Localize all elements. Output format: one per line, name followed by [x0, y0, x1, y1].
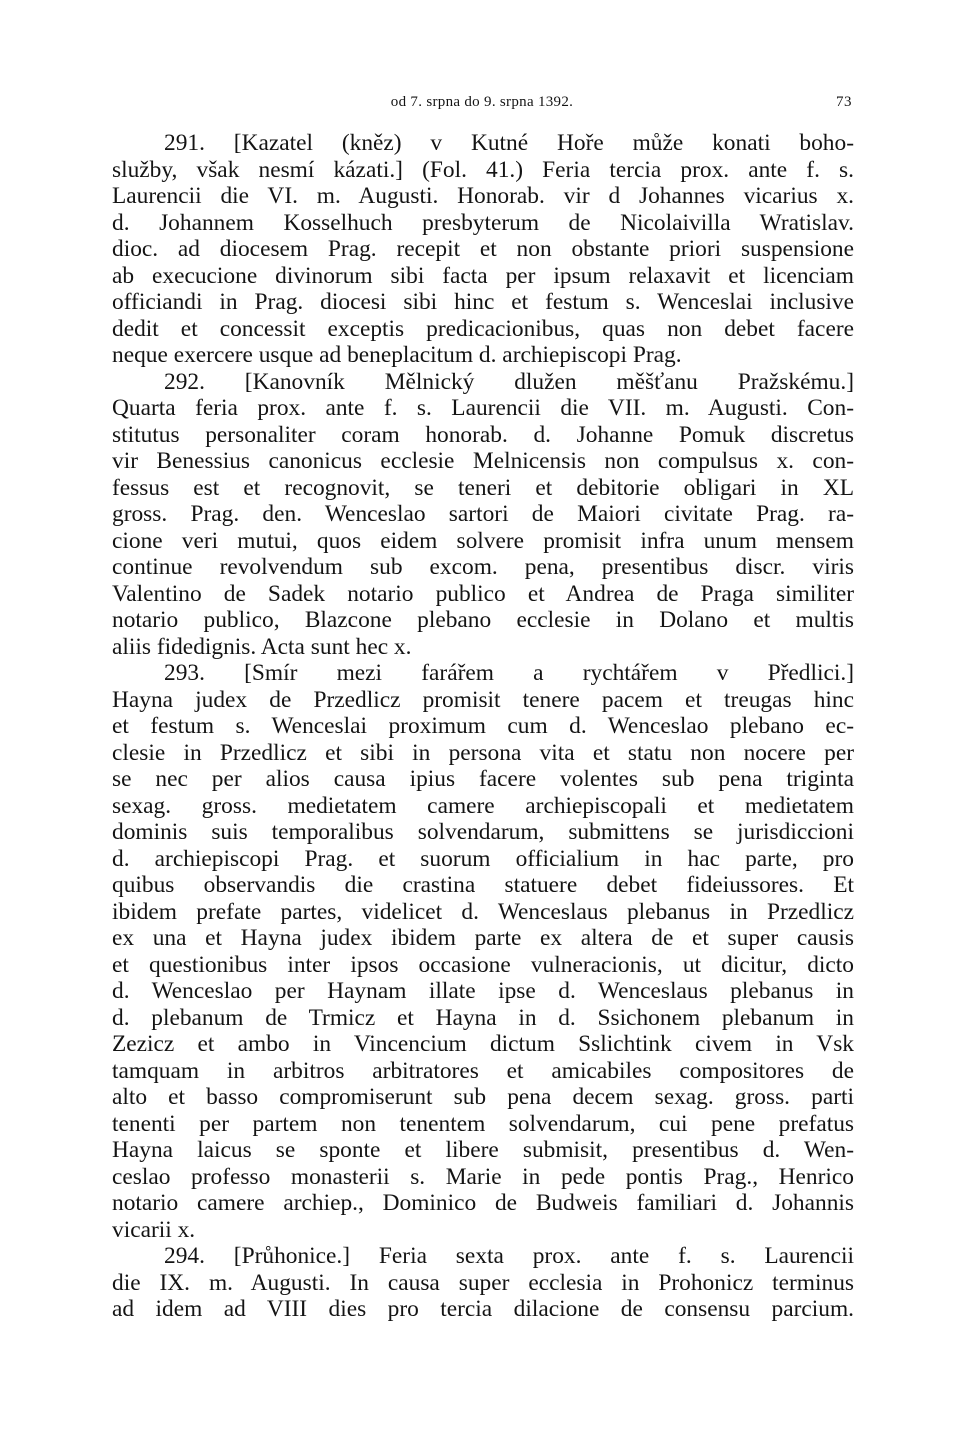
text-line: sexag. gross. medietatem camere archiepiscopali et medietatem [112, 792, 854, 819]
text-line: se nec per alios causa ipius facere volentes sub pena triginta [112, 766, 854, 792]
text-line: služby, však nesmí kázati.] (Fol. 41.) Feria tercia prox. ante f. s. [112, 156, 854, 183]
text-line: d. Wenceslao per Haynam illate ipse d. Wenceslaus plebanus in [112, 978, 854, 1004]
text-line: Hayna judex de Przedlicz promisit tenere pacem et treugas hinc [112, 686, 854, 713]
text-line: vicarii x. [112, 1216, 196, 1243]
text-line: aliis fidedignis. Acta sunt hec x. [112, 633, 412, 660]
text-line: Valentino de Sadek notario publico et Andrea de Praga similiter [112, 580, 854, 607]
running-title: od 7. srpna do 9. srpna 1392. [390, 94, 574, 110]
text-line: alto et basso compromiserunt sub pena decem sexag. gross. parti [112, 1084, 854, 1110]
text-line: clesie in Przedlicz et sibi in persona vita et statu non nocere per [112, 739, 854, 766]
text-line: dioc. ad diocesem Prag. recepit et non obstante priori suspensione [112, 236, 854, 262]
entry-first-line: 291. [Kazatel (kněz) v Kutné Hoře může konati boho- [164, 130, 854, 156]
text-line: quibus observandis die crastina statuere debet fideiussores. Et [112, 872, 854, 898]
text-line: tamquam in arbitros arbitratores et amicabiles compositores de [112, 1057, 854, 1084]
text-line: Hayna laicus se sponte et libere submisit, presentibus d. Wen- [112, 1137, 854, 1163]
body-text [112, 130, 854, 1323]
text-line: tenenti per partem non tenentem solvendarum, cui pene prefatus [112, 1110, 854, 1137]
entry-first-line: 293. [Smír mezi farářem a rychtářem v Předlici.] [164, 660, 854, 686]
text-line: notario camere archiep., Dominico de Budweis familiari d. Johannis [112, 1190, 854, 1216]
text-line: et questionibus inter ipsos occasione vulneracionis, ut dicitur, dicto [112, 951, 854, 978]
text-line: dedit et concessit exceptis predicacionibus, quas non debet facere [112, 315, 854, 342]
text-line: d. Johannem Kosselhuch presbyterum de Nicolaivilla Wratislav. [112, 209, 854, 236]
text-line: notario publico, Blazcone plebano ecclesie in Dolano et multis [112, 607, 854, 633]
text-line: vir Benessius canonicus ecclesie Melnicensis non compulsus x. con- [112, 448, 854, 474]
page-number: 73 [836, 94, 852, 110]
text-line: ad idem ad VIII dies pro tercia dilacione de consensu parcium. [112, 1296, 854, 1322]
text-line: d. plebanum de Trmicz et Hayna in d. Ssichonem plebanum in [112, 1004, 854, 1031]
text-line: die IX. m. Augusti. In causa super ecclesia in Prohonicz terminus [112, 1269, 854, 1296]
running-head [112, 94, 852, 118]
text-line: d. archiepiscopi Prag. et suorum officialium in hac parte, pro [112, 845, 854, 872]
text-line: ibidem prefate partes, videlicet d. Wenceslaus plebanus in Przedlicz [112, 898, 854, 925]
text-line: ceslao professo monasterii s. Marie in pede pontis Prag., Henrico [112, 1163, 854, 1190]
entry-first-line: 294. [Průhonice.] Feria sexta prox. ante f. s. Laurencii [164, 1243, 854, 1269]
text-line: Quarta feria prox. ante f. s. Laurencii die VII. m. Augusti. Con- [112, 395, 854, 421]
text-line: gross. Prag. den. Wenceslao sartori de Maiori civitate Prag. ra- [112, 501, 854, 527]
text-line: ab execucione divinorum sibi facta per ipsum relaxavit et licenciam [112, 262, 854, 289]
text-line: dominis suis temporalibus solvendarum, submittens se jurisdiccioni [112, 819, 854, 845]
text-line: neque exercere usque ad beneplacitum d. archiepiscopi Prag. [112, 342, 682, 368]
text-line: continue revolvendum sub excom. pena, presentibus discr. viris [112, 554, 854, 580]
text-line: fessus est et recognovit, se teneri et debitorie obligari in XL [112, 474, 854, 501]
text-line: ex una et Hayna judex ibidem parte ex altera de et super causis [112, 925, 854, 951]
text-line: officiandi in Prag. diocesi sibi hinc et festum s. Wenceslai inclusive [112, 289, 854, 315]
text-line: Zezicz et ambo in Vincencium dictum Sslichtink civem in Vsk [112, 1031, 854, 1057]
entry-first-line: 292. [Kanovník Mělnický dlužen měšťanu Pražskému.] [164, 368, 854, 395]
text-line: Laurencii die VI. m. Augusti. Honorab. vir d Johannes vicarius x. [112, 183, 854, 209]
text-line: stitutus personaliter coram honorab. d. Johanne Pomuk discretus [112, 421, 854, 448]
text-line: et festum s. Wenceslai proximum cum d. Wenceslao plebano ec- [112, 713, 854, 739]
text-line: cione veri mutui, quos eidem solvere promisit infra unum mensem [112, 527, 854, 554]
